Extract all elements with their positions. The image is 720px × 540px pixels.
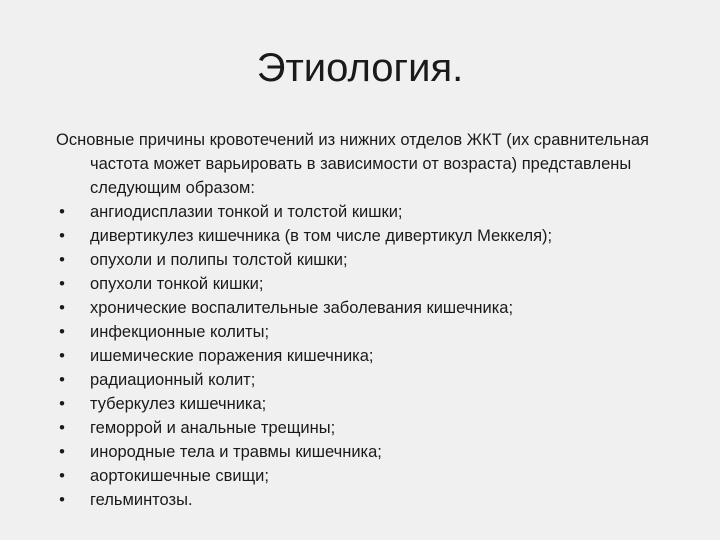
list-item-text: опухоли и полипы толстой кишки;	[90, 251, 348, 269]
list-item	[56, 488, 666, 512]
slide-body	[56, 128, 666, 512]
cause-list	[56, 200, 666, 512]
list-item-text: опухоли тонкой кишки;	[90, 275, 264, 293]
list-item-text: радиационный колит;	[90, 371, 256, 389]
intro-paragraph: Основные причины кровотечений из нижних отделов ЖКТ (их сравнительная частота может варьировать в зависимости от возраста) представлены следующим образом:	[56, 131, 649, 197]
list-item	[56, 440, 666, 464]
slide-title: Этиология.	[256, 46, 464, 90]
list-item	[56, 272, 666, 296]
list-item	[56, 344, 666, 368]
list-item	[56, 416, 666, 440]
list-item-text: туберкулез кишечника;	[90, 395, 267, 413]
list-item-text: ишемические поражения кишечника;	[90, 347, 374, 365]
list-item-text: инфекционные колиты;	[90, 323, 270, 341]
list-item-text: гельминтозы.	[90, 491, 193, 509]
bullet-icon: •	[59, 491, 65, 509]
bullet-icon: •	[59, 323, 65, 341]
list-item-text: аортокишечные свищи;	[90, 467, 269, 485]
list-item	[56, 296, 666, 320]
list-item	[56, 464, 666, 488]
list-item	[56, 392, 666, 416]
bullet-icon: •	[59, 419, 65, 437]
list-item	[56, 248, 666, 272]
list-item-text: инородные тела и травмы кишечника;	[90, 443, 382, 461]
bullet-icon: •	[59, 203, 65, 221]
bullet-icon: •	[59, 275, 65, 293]
list-item-text: ангиодисплазии тонкой и толстой кишки;	[90, 203, 403, 221]
list-item	[56, 320, 666, 344]
list-item-text: дивертикулез кишечника (в том числе дивертикул Меккеля);	[90, 227, 553, 245]
bullet-icon: •	[59, 443, 65, 461]
list-item-text: геморрой и анальные трещины;	[90, 419, 336, 437]
bullet-icon: •	[59, 371, 65, 389]
bullet-icon: •	[59, 395, 65, 413]
bullet-icon: •	[59, 251, 65, 269]
list-item	[56, 224, 666, 248]
bullet-icon: •	[59, 467, 65, 485]
list-item	[56, 200, 666, 224]
bullet-icon: •	[59, 227, 65, 245]
list-item	[56, 368, 666, 392]
bullet-icon: •	[59, 299, 65, 317]
list-item-text: хронические воспалительные заболевания кишечника;	[90, 299, 514, 317]
bullet-icon: •	[59, 347, 65, 365]
